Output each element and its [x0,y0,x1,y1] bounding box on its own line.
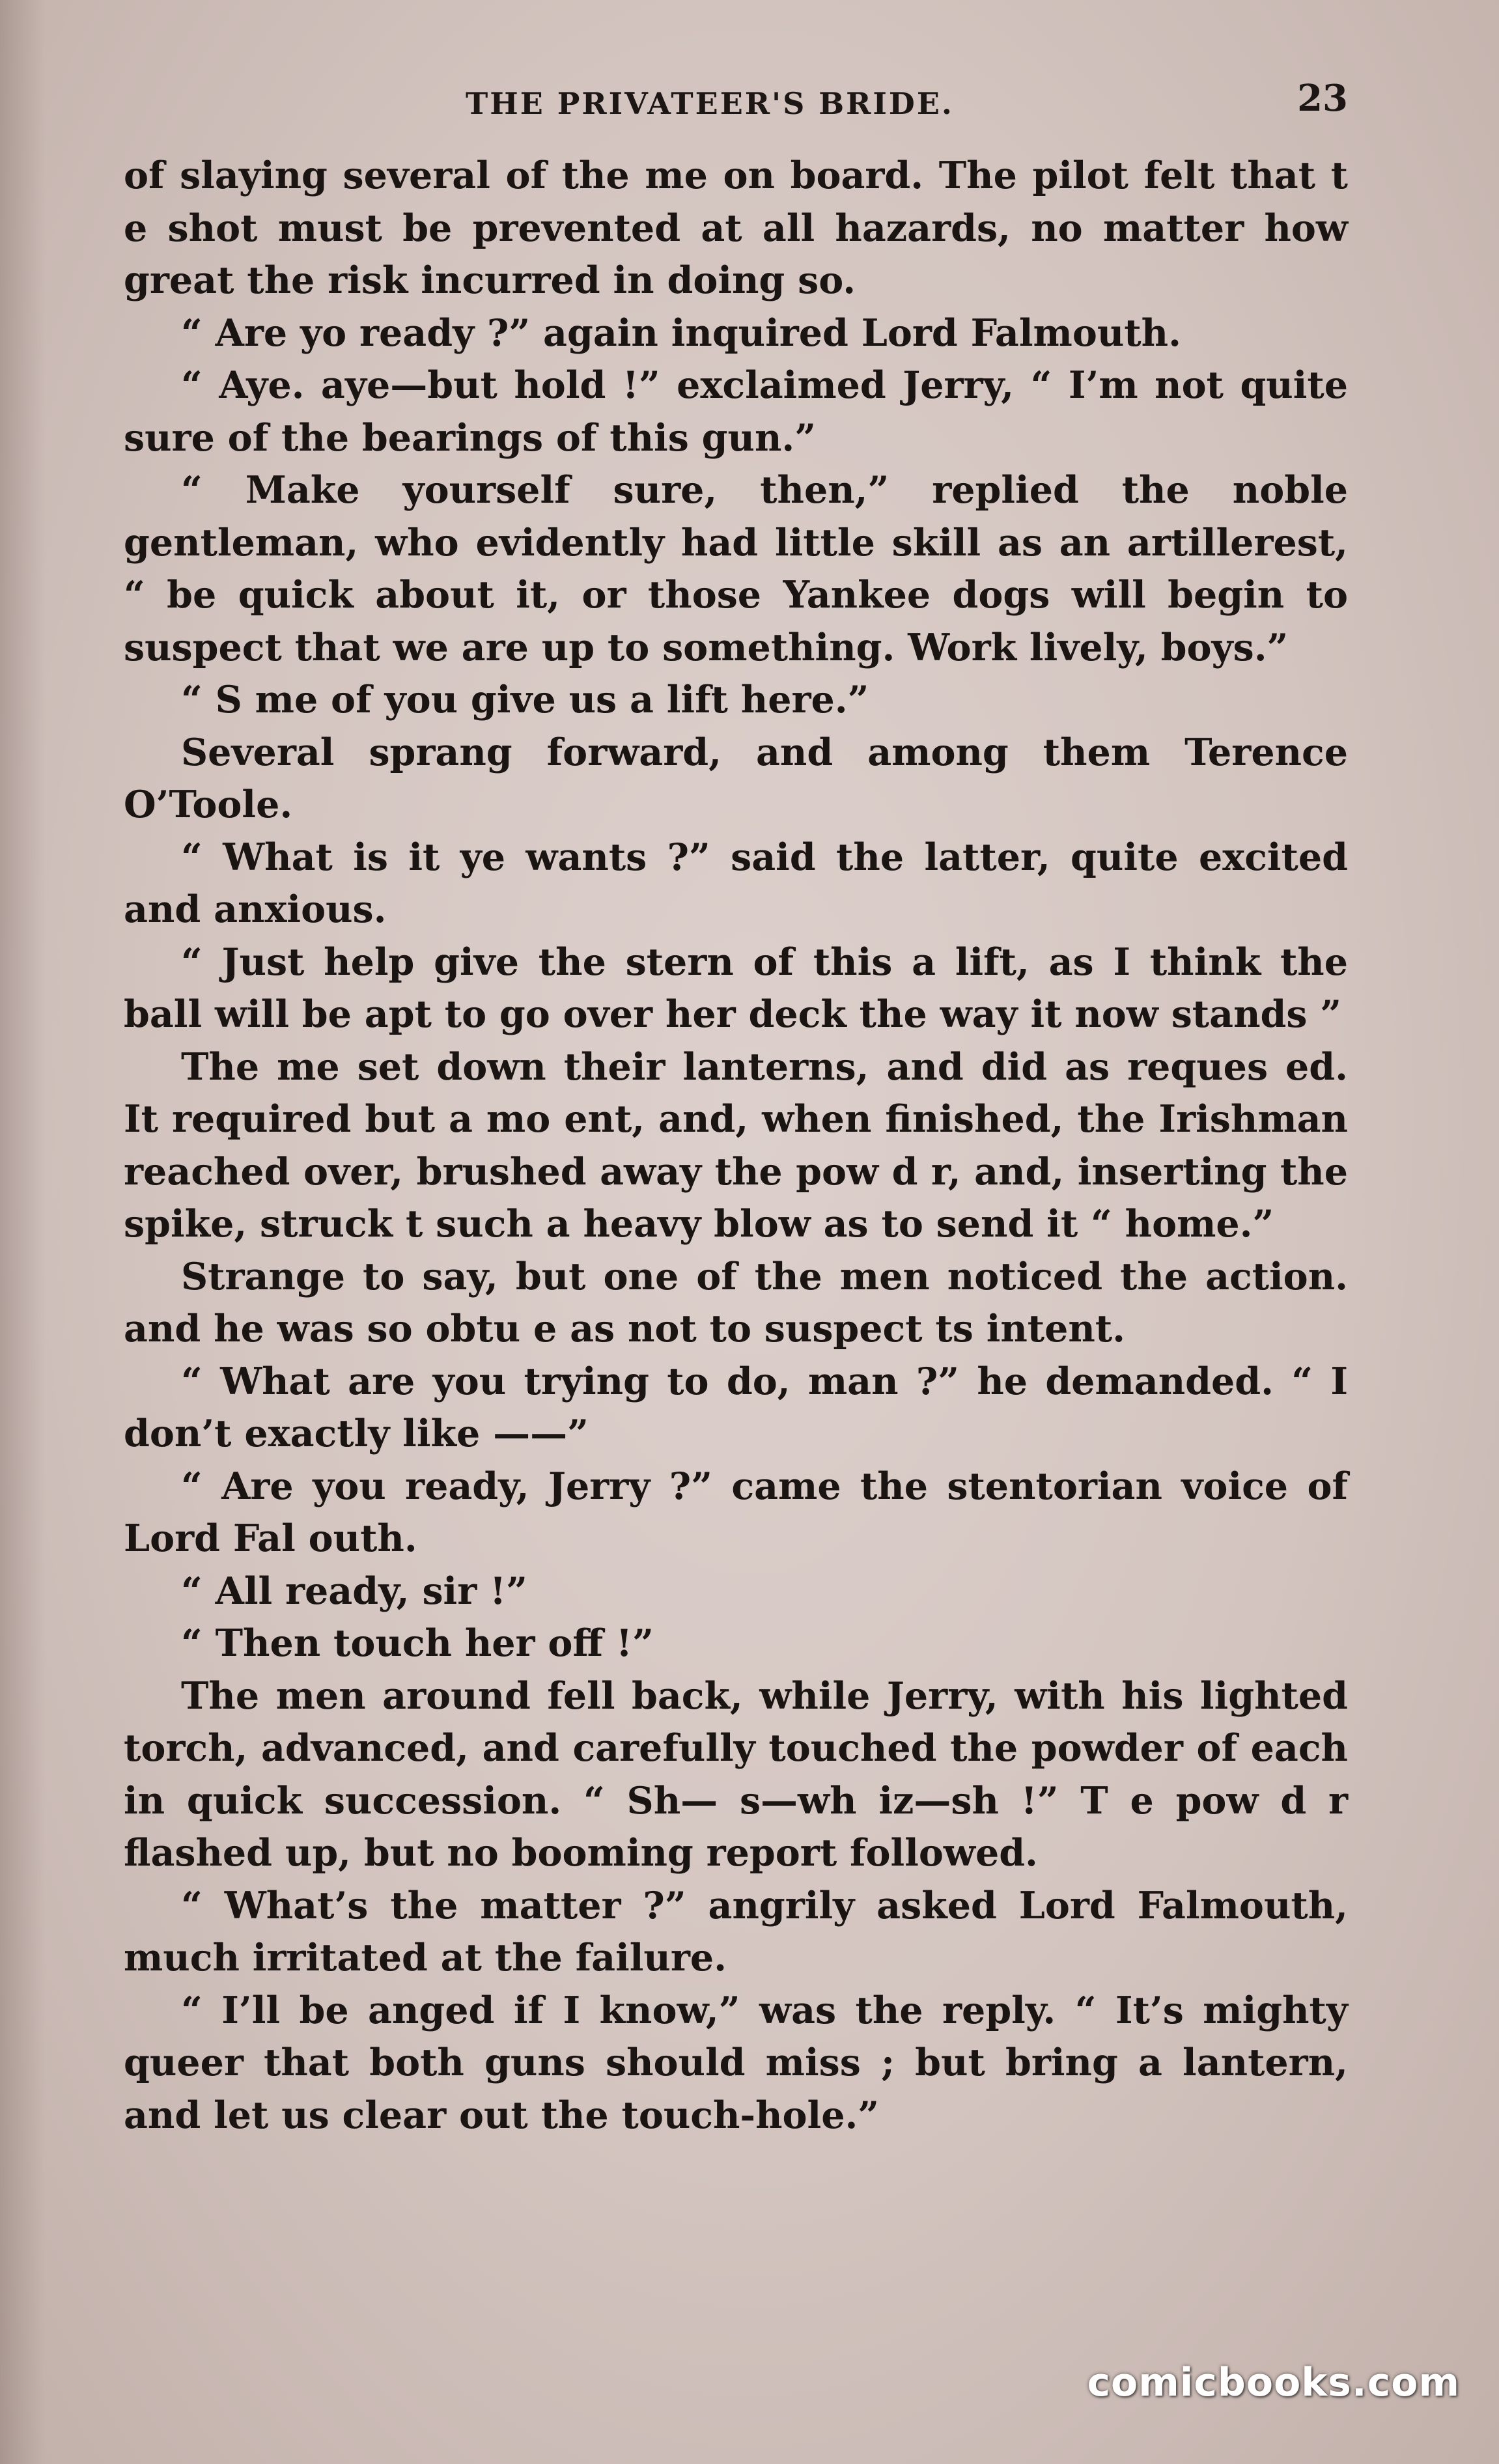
paragraph: “ All ready, sir !” [181,1569,527,1613]
paragraph: The men around fell back, while Jerry, with his lighted torch, advanced, and carefully touched the powder of each in quick succession. “ Sh— s—wh iz—sh !” T e pow d r flashed up, but no booming report followed. [124,1673,1348,1875]
paragraph: “ What’s the matter ?” angrily asked Lord Falmouth, much irritated at the failure. [124,1883,1348,1980]
body-text [124,150,1348,2142]
paragraph: “ Are yo ready ?” again inquired Lord Falmouth. [181,311,1181,355]
watermark-text: comicbooks.com [1087,2360,1460,2405]
paragraph: of slaying several of the me on board. The pilot felt that t e shot must be prevented at all hazards, no matter how great the risk incurred in doing so. [124,154,1348,302]
paragraph: Several sprang forward, and among them Terence O’Toole. [124,730,1348,826]
paragraph: “ Aye. aye—but hold !” exclaimed Jerry, “ I’m not quite sure of the bearings of this gun.” [124,363,1348,460]
paragraph: “ Make yourself sure, then,” replied the noble gentleman, who evidently had little skill as an artillerest, “ be quick about it, or those Yankee dogs will begin to suspect that we are up to something. Work lively, boys.” [124,468,1348,669]
paragraph: Strange to say, but one of the men noticed the action. and he was so obtu e as not to suspect ts intent. [124,1254,1348,1351]
running-title: THE PRIVATEER'S BRIDE. [466,86,954,121]
paragraph: “ S me of you give us a lift here.” [181,678,869,721]
page-number: 23 [1297,77,1348,120]
page-edge-shadow [0,0,46,2464]
paragraph: “ Just help give the stern of this a lift, as I think the ball will be apt to go over her deck the way it now stands ” [124,940,1348,1036]
paragraph: “ I’ll be anged if I know,” was the reply. “ It’s mighty queer that both guns should miss ; but bring a lantern, and let us clear out the touch-hole.” [124,1988,1348,2137]
paragraph: “ What is it ye wants ?” said the latter, quite excited and anxious. [124,835,1348,931]
paragraph: The me set down their lanterns, and did as reques ed. It required but a mo ent, and, when finished, the Irishman reached over, brushed away the pow d r, and, inserting the spike, struck t such a heavy blow as to send it “ home.” [124,1044,1348,1246]
running-head [124,77,1348,129]
paragraph: “ Then touch her off !” [181,1621,654,1665]
paragraph: “ Are you ready, Jerry ?” came the stentorian voice of Lord Fal outh. [124,1464,1348,1560]
paragraph: “ What are you trying to do, man ?” he demanded. “ I don’t exactly like ——” [124,1359,1348,1455]
